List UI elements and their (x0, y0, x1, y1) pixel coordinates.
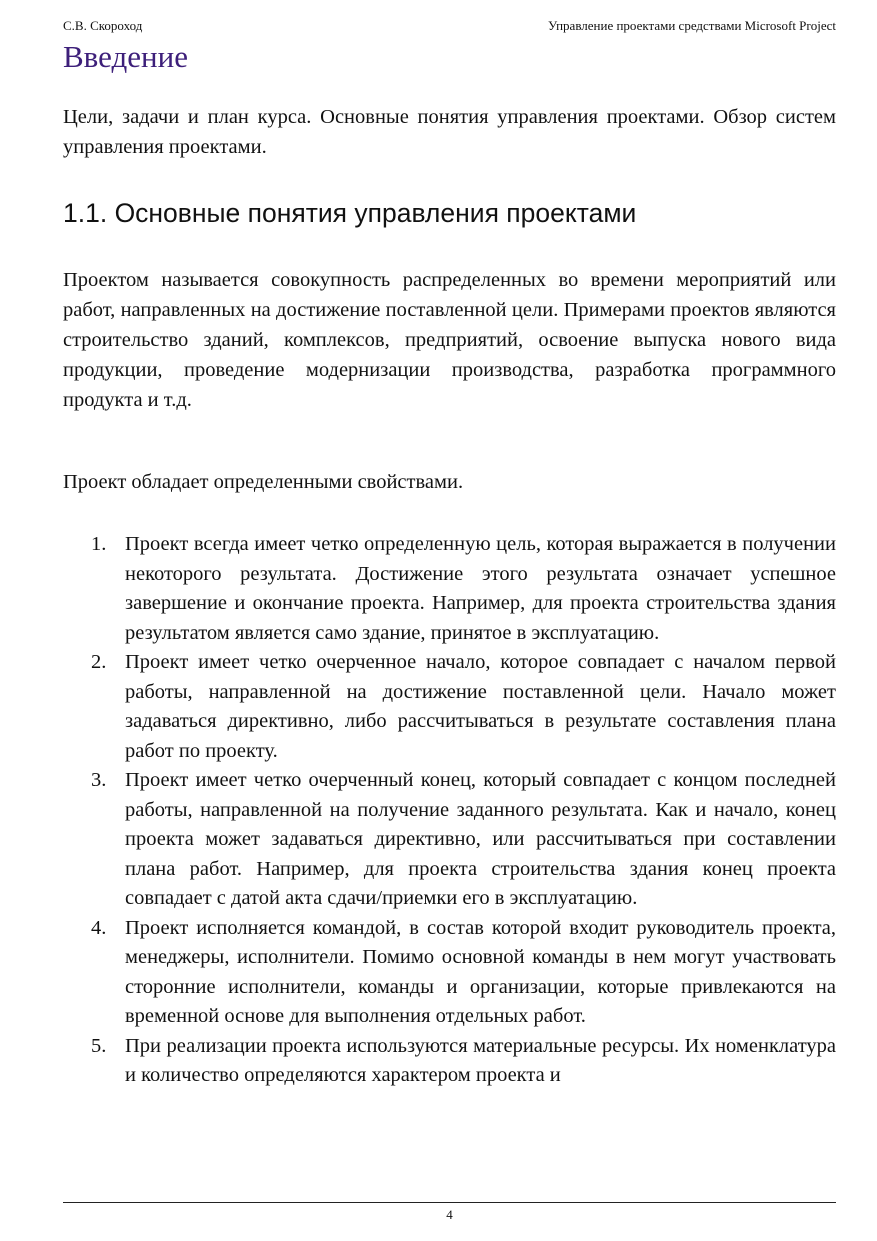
header-author: С.В. Скороход (63, 18, 143, 33)
list-item (63, 530, 836, 648)
project-definition-paragraph: Проектом называется совокупность распределенных во времени мероприятий или работ, направленных на достижение поставленной цели. Примерами проектов являются строительство зданий, комплексов, предприятий, освоение выпуска нового вида продукции, проведение модернизации производства, разработка программного продукта и т.д. (63, 269, 836, 411)
list-item-text: Проект всегда имеет четко определенную цель, которая выражается в получении некоторого результата. Достижение этого результата означает успешное завершение и окончание проекта. Например, для проекта строительства здания результатом является само здание, принятое в эксплуатацию. (125, 533, 836, 644)
list-item (63, 914, 836, 1032)
list-item-number: 1. (91, 533, 107, 555)
footer-divider (63, 1202, 836, 1203)
properties-list (63, 530, 836, 1091)
intro-paragraph: Цели, задачи и план курса. Основные понятия управления проектами. Обзор систем управления проектами. (63, 106, 836, 158)
properties-intro: Проект обладает определенными свойствами. (63, 471, 464, 493)
list-item (63, 1032, 836, 1091)
list-item (63, 648, 836, 766)
document-page (63, 0, 836, 1241)
list-item (63, 766, 836, 914)
list-item-text: Проект имеет четко очерченный конец, который совпадает с концом последней работы, направленной на получение заданного результата. Как и начало, конец проекта может задаваться директивно, или рассчитываться при составлении плана работ. Например, для проекта строительства здания конец проекта совпадает с датой акта сдачи/приемки его в эксплуатацию. (125, 769, 836, 909)
header-book-title: Управление проектами средствами Microsoft Project (548, 18, 836, 33)
list-item-text: При реализации проекта используются материальные ресурсы. Их номенклатура и количество определяются характером проекта и (125, 1034, 836, 1086)
list-item-number: 5. (91, 1034, 107, 1057)
list-item-number: 4. (91, 916, 107, 939)
page-number: 4 (446, 1207, 453, 1222)
section-heading: 1.1. Основные понятия управления проектами (63, 198, 637, 228)
list-item-text: Проект исполняется командой, в состав которой входит руководитель проекта, менеджеры, исполнители. Помимо основной команды в нем могут участвовать сторонние исполнители, команды и организации, которые привлекаются на временной основе для выполнения отдельных работ. (125, 916, 836, 1027)
list-item-number: 2. (91, 651, 107, 673)
list-item-text: Проект имеет четко очерченное начало, которое совпадает с началом первой работы, направленной на достижение поставленной цели. Начало может задаваться директивно, либо рассчитываться в результате составления плана работ по проекту. (125, 651, 836, 762)
intro-heading: Введение (63, 39, 188, 74)
list-item-number: 3. (91, 769, 107, 791)
